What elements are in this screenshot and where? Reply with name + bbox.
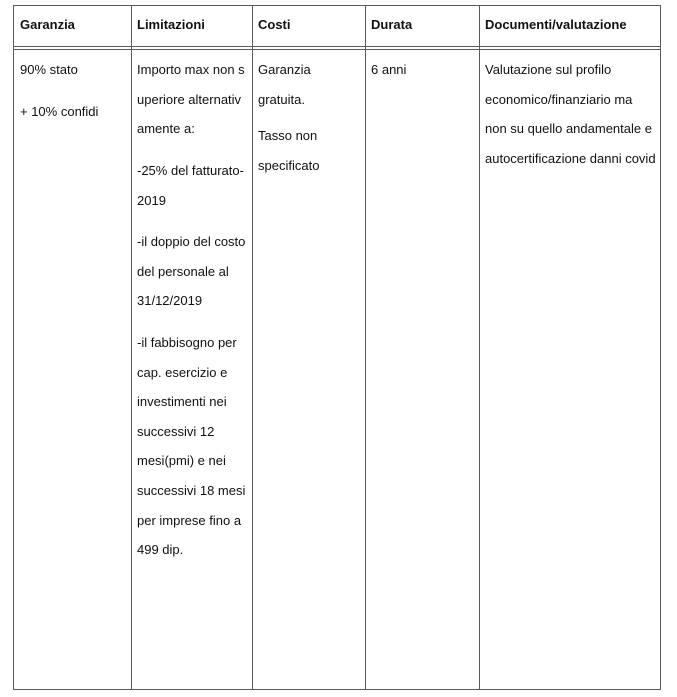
costi-paragraph: Garanzia gratuita. xyxy=(258,62,311,107)
cell-durata xyxy=(365,60,479,97)
limitazioni-paragraph: Importo max non superiore alternativamente a: xyxy=(137,62,245,137)
conditions-table xyxy=(13,5,661,690)
garanzia-line: 90% stato xyxy=(20,62,78,77)
limitazioni-paragraph: -25% del fatturato-2019 xyxy=(137,163,244,208)
header-limitazioni: Limitazioni xyxy=(137,17,205,32)
header-documenti: Documenti/valutazione xyxy=(485,17,627,32)
column-divider xyxy=(365,6,366,689)
cell-limitazioni xyxy=(131,60,252,577)
limitazioni-paragraph: -il fabbisogno per cap. esercizio e investimenti nei successivi 12 mesi(pmi) e nei successivi 18 mesi per imprese fino a 499 dip. xyxy=(137,335,246,558)
cell-costi xyxy=(252,60,365,192)
documenti-paragraph: Valutazione sul profilo economico/finanziario ma non su quello andamentale e autocertificazione danni covid xyxy=(485,62,656,166)
header-costi: Costi xyxy=(258,17,291,32)
header-divider xyxy=(14,46,660,50)
cell-documenti xyxy=(479,60,662,185)
limitazioni-paragraph: -il doppio del costo del personale al 31/12/2019 xyxy=(137,234,246,309)
header-garanzia: Garanzia xyxy=(20,17,75,32)
durata-value: 6 anni xyxy=(371,62,407,77)
cell-garanzia xyxy=(14,60,131,144)
garanzia-line: + 10% confidi xyxy=(20,104,99,119)
costi-paragraph: Tasso non specificato xyxy=(258,128,320,173)
header-durata: Durata xyxy=(371,17,413,32)
